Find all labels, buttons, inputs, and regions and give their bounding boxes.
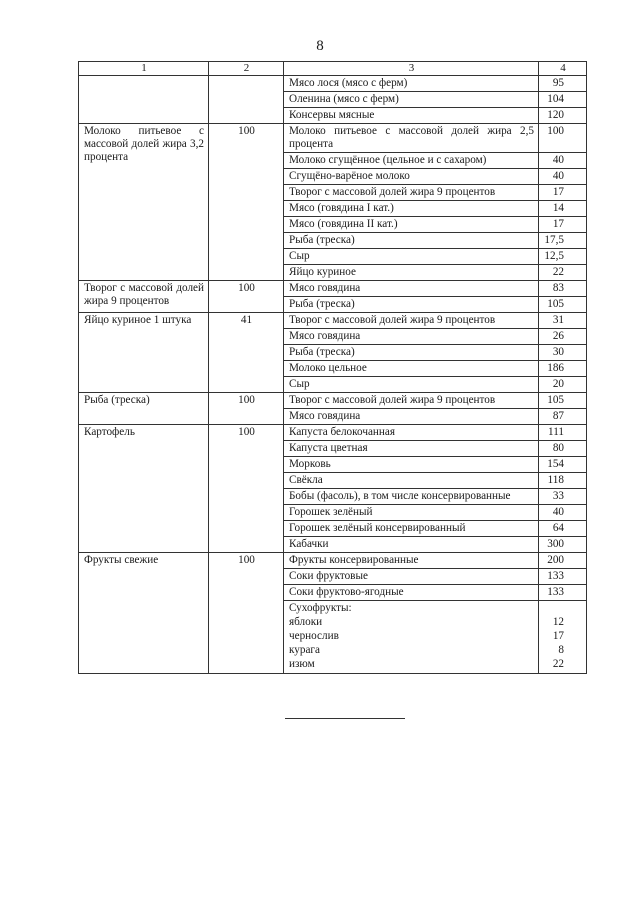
table-body	[79, 62, 587, 674]
quantity-cell: 100	[209, 281, 284, 313]
product-cell: Яйцо куриное 1 штука	[79, 313, 209, 393]
table-row	[79, 281, 587, 297]
dried-fruit-amount: 17	[552, 630, 564, 642]
substitute-name-cell: Мясо говядина	[284, 329, 539, 345]
substitute-name-cell: Соки фруктово-ягодные	[284, 585, 539, 601]
substitute-amount-cell: 40	[539, 153, 587, 169]
substitute-amount-cell: 80	[539, 441, 587, 457]
dried-fruit-name: изюм	[289, 658, 315, 670]
substitute-amount-cell: 17	[539, 185, 587, 201]
substitute-name-cell: Соки фруктовые	[284, 569, 539, 585]
table-row	[79, 313, 587, 329]
substitute-name-cell: Творог с массовой долей жира 9 процентов	[284, 185, 539, 201]
substitute-name-cell: Горошек зелёный	[284, 505, 539, 521]
substitute-amount-cell: 40	[539, 505, 587, 521]
quantity-cell: 100	[209, 393, 284, 425]
product-cell: Молоко питьевое с массовой долей жира 3,2 процента	[79, 124, 209, 281]
substitute-amount-cell: 104	[539, 92, 587, 108]
substitute-name-cell: Горошек зелёный консервированный	[284, 521, 539, 537]
quantity-cell: 100	[209, 425, 284, 553]
substitute-name-cell: Свёкла	[284, 473, 539, 489]
substitute-name-cell: Сыр	[284, 377, 539, 393]
substitute-amount-cell: 83	[539, 281, 587, 297]
table-row	[79, 553, 587, 569]
substitute-amount-cell: 20	[539, 377, 587, 393]
quantity-cell: 41	[209, 313, 284, 393]
dried-fruit-names-cell	[284, 601, 539, 674]
header-col-4: 4	[539, 62, 587, 76]
dried-fruit-name: курага	[289, 644, 320, 656]
table-row	[79, 76, 587, 92]
substitute-amount-cell: 154	[539, 457, 587, 473]
product-cell	[79, 76, 209, 124]
substitute-amount-cell: 133	[539, 585, 587, 601]
dried-fruit-amount: 22	[552, 658, 564, 670]
table-row	[79, 393, 587, 409]
substitute-name-cell: Оленина (мясо с ферм)	[284, 92, 539, 108]
substitute-amount-cell: 200	[539, 553, 587, 569]
substitute-amount-cell: 133	[539, 569, 587, 585]
substitute-name-cell: Мясо лося (мясо с ферм)	[284, 76, 539, 92]
substitute-amount-cell: 95	[539, 76, 587, 92]
substitute-amount-cell: 111	[539, 425, 587, 441]
substitute-name-cell: Капуста белокочанная	[284, 425, 539, 441]
substitute-amount-cell: 40	[539, 169, 587, 185]
substitute-name-cell: Рыба (треска)	[284, 297, 539, 313]
substitution-table	[78, 61, 587, 674]
substitute-amount-cell: 100	[539, 124, 587, 153]
substitute-name-cell: Рыба (треска)	[284, 345, 539, 361]
substitute-name-cell: Молоко цельное	[284, 361, 539, 377]
substitute-name-cell: Молоко питьевое с массовой долей жира 2,5 процента	[284, 124, 539, 153]
dried-fruit-name: чернослив	[289, 630, 339, 642]
substitute-name-cell: Капуста цветная	[284, 441, 539, 457]
quantity-cell	[209, 76, 284, 124]
substitute-name-cell: Мясо говядина	[284, 281, 539, 297]
dried-fruit-name: яблоки	[289, 616, 323, 628]
substitute-name-cell: Творог с массовой долей жира 9 процентов	[284, 393, 539, 409]
substitute-name-cell: Морковь	[284, 457, 539, 473]
substitute-amount-cell: 17	[539, 217, 587, 233]
quantity-cell: 100	[209, 124, 284, 281]
substitute-name-cell: Мясо говядина	[284, 409, 539, 425]
substitute-amount-cell: 17,5	[539, 233, 587, 249]
product-cell: Картофель	[79, 425, 209, 553]
substitute-amount-cell: 33	[539, 489, 587, 505]
product-cell: Рыба (треска)	[79, 393, 209, 425]
substitute-name-cell: Творог с массовой долей жира 9 процентов	[284, 313, 539, 329]
substitute-name-cell: Яйцо куриное	[284, 265, 539, 281]
product-cell: Творог с массовой долей жира 9 процентов	[79, 281, 209, 313]
substitute-name-cell: Кабачки	[284, 537, 539, 553]
header-col-3: 3	[284, 62, 539, 76]
dried-fruit-amounts-cell	[539, 601, 587, 674]
table-row	[79, 425, 587, 441]
header-col-2: 2	[209, 62, 284, 76]
dried-fruit-amount: 12	[552, 616, 564, 628]
substitute-name-cell: Сгущёно-варёное молоко	[284, 169, 539, 185]
substitute-name-cell: Сыр	[284, 249, 539, 265]
table-row	[79, 124, 587, 153]
substitute-name-cell: Мясо (говядина II кат.)	[284, 217, 539, 233]
header-row	[79, 62, 587, 76]
product-cell: Фрукты свежие	[79, 553, 209, 674]
substitute-name-cell: Фрукты консервированные	[284, 553, 539, 569]
substitute-amount-cell: 87	[539, 409, 587, 425]
substitute-amount-cell: 31	[539, 313, 587, 329]
substitute-amount-cell: 118	[539, 473, 587, 489]
substitute-amount-cell: 186	[539, 361, 587, 377]
substitute-amount-cell: 105	[539, 393, 587, 409]
substitute-amount-cell: 105	[539, 297, 587, 313]
footer-rule	[285, 718, 405, 719]
dried-fruit-amount: 8	[558, 644, 564, 656]
substitute-name-cell: Молоко сгущённое (цельное и с сахаром)	[284, 153, 539, 169]
page-number: 8	[316, 38, 324, 54]
quantity-cell: 100	[209, 553, 284, 674]
substitute-amount-cell: 26	[539, 329, 587, 345]
substitute-amount-cell: 22	[539, 265, 587, 281]
substitute-amount-cell: 12,5	[539, 249, 587, 265]
substitute-amount-cell: 64	[539, 521, 587, 537]
substitute-name-cell: Бобы (фасоль), в том числе консервированные	[284, 489, 539, 505]
substitute-name-cell: Рыба (треска)	[284, 233, 539, 249]
substitute-amount-cell: 300	[539, 537, 587, 553]
substitute-name-cell: Мясо (говядина I кат.)	[284, 201, 539, 217]
dried-fruit-title: Сухофрукты:	[289, 602, 352, 614]
header-col-1: 1	[79, 62, 209, 76]
substitute-amount-cell: 120	[539, 108, 587, 124]
substitute-name-cell: Консервы мясные	[284, 108, 539, 124]
substitute-amount-cell: 14	[539, 201, 587, 217]
substitute-amount-cell: 30	[539, 345, 587, 361]
